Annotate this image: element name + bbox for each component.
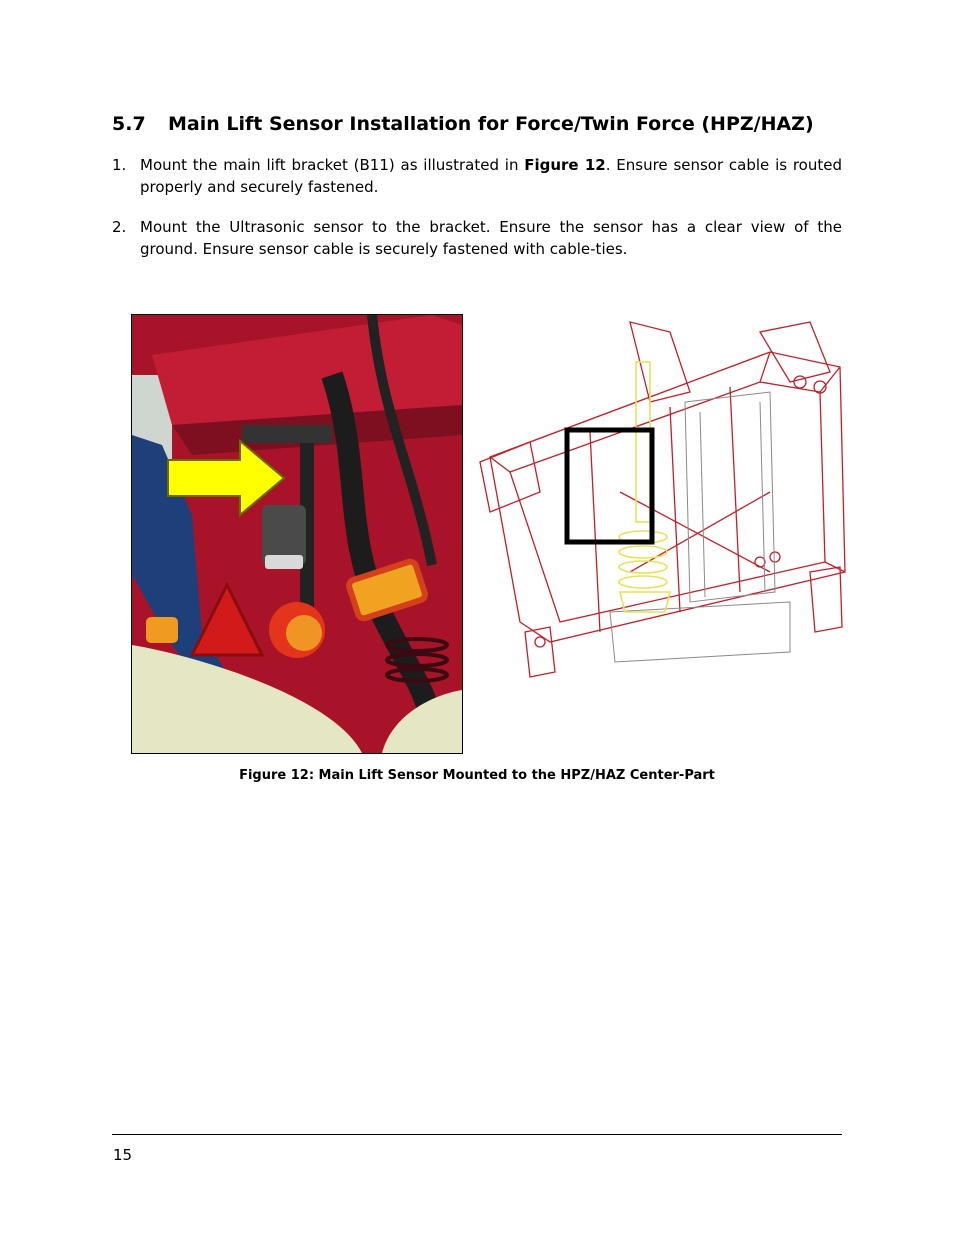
step-text-before: Mount the main lift bracket (B11) as illustrated in <box>140 156 525 174</box>
step-number: 1. <box>112 156 127 174</box>
center-part-drawing <box>470 312 870 692</box>
sensor-photo <box>131 314 463 754</box>
footer-divider <box>112 1134 842 1135</box>
section-number: 5.7 <box>112 113 146 135</box>
step-text: Mount the Ultrasonic sensor to the bracket. Ensure the sensor has a clear view of the ground. Ensure sensor cable is securely fastened with cable-ties. <box>140 218 842 258</box>
figure-reference: Figure 12 <box>524 156 606 174</box>
figure-caption: Figure 12: Main Lift Sensor Mounted to the HPZ/HAZ Center-Part <box>239 768 715 783</box>
step-1 <box>112 154 842 198</box>
section-heading <box>112 112 852 136</box>
step-text <box>140 154 842 198</box>
step-2 <box>112 216 842 260</box>
page-number: 15 <box>113 1146 133 1164</box>
step-number: 2. <box>112 218 127 236</box>
section-title: Main Lift Sensor Installation for Force/Twin Force (HPZ/HAZ) <box>168 113 814 135</box>
step-text-after: . Ensure sensor cable is routed properly and securely fastened. <box>140 156 842 196</box>
